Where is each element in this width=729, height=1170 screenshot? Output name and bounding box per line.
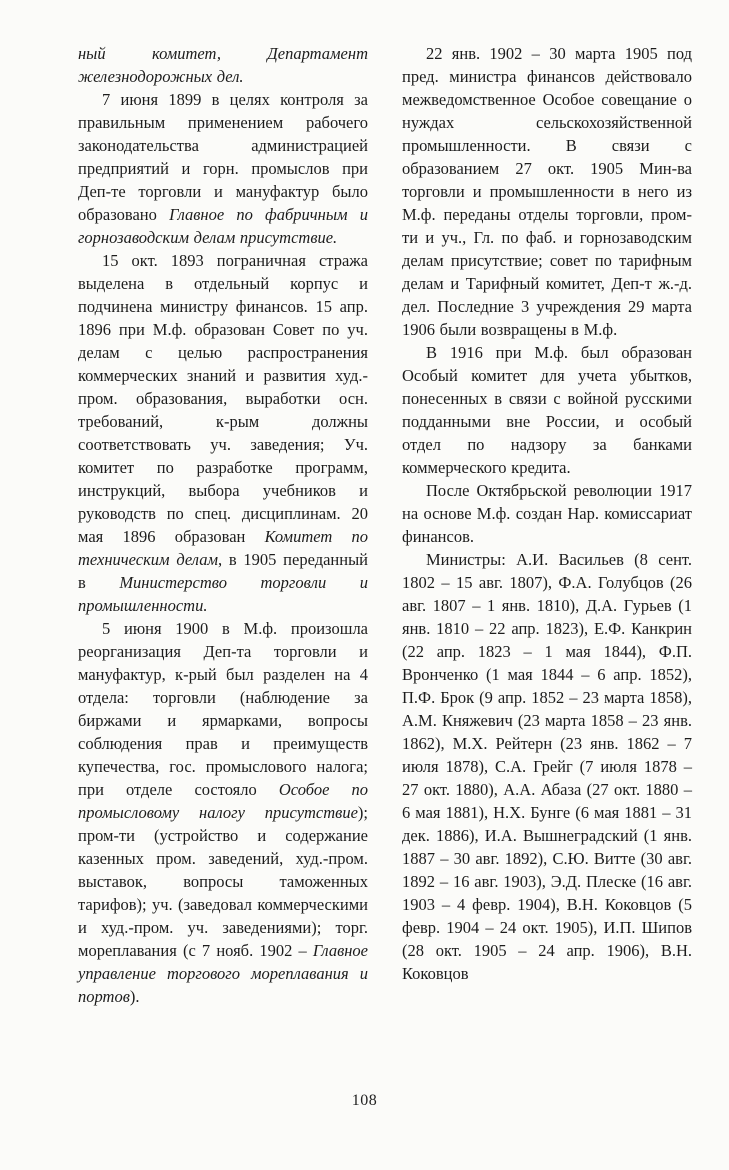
text-run: В 1916 при М.ф. был образован Особый комитет для учета убытков, понесенных в связи с войной русскими подданными вне России, и особый отдел по надзору за банками коммерческого кредита. xyxy=(402,343,692,477)
text-columns xyxy=(78,42,692,1008)
paragraph xyxy=(78,617,368,1008)
italic-text-run: Министерство торговли и промышленности. xyxy=(78,573,368,615)
text-run: 7 июня 1899 в целях контроля за правильным применением рабочего законодательства администрацией предприятий и горн. промыслов при Деп-те торговли и мануфактур было образовано xyxy=(78,90,368,224)
text-run: Министры: А.И. Васильев (8 сент. 1802 – 15 авг. 1807), Ф.А. Голубцов (26 авг. 1807 – 1 янв. 1810), Д.А. Гурьев (1 янв. 1810 – 22 апр. 1823), Е.Ф. Канкрин (22 апр. 1823 – 1 мая 1844), Ф.П. Вронченко (1 мая 1844 – 6 апр. 1852), П.Ф. Брок (9 апр. 1852 – 23 марта 1858), А.М. Княжевич (23 марта 1858 – 23 янв. 1862), М.Х. Рейтерн (23 янв. 1862 – 7 июля 1878), С.А. Грейг (7 июля 1878 – 27 окт. 1880), А.А. Абаза (27 окт. 1880 – 6 мая 1881), Н.Х. Бунге (6 мая 1881 – 31 дек. 1886), И.А. Вышнеградский (1 янв. 1887 – 30 авг. 1892), С.Ю. Витте (30 авг. 1892 – 16 авг. 1903), Э.Д. Плеске (16 авг. 1903 – 4 февр. 1904), В.Н. Коковцов (5 февр. 1904 – 24 окт. 1905), И.П. Шипов (28 окт. 1905 – 24 апр. 1906), В.Н. Коковцов xyxy=(402,550,692,983)
italic-text-run: Особое по промысловому налогу присутствие xyxy=(78,780,369,822)
text-run: , в 1905 переданный в xyxy=(78,550,368,592)
paragraph xyxy=(402,42,692,341)
text-run: 22 янв. 1902 – 30 марта 1905 под пред. министра финансов действовало межведомственное Особое совещание о нуждах сельскохозяйственной промышленности. В связи с образованием 27 окт. 1905 Мин-ва торговли и промышленности в него из М.ф. переданы отделы торговли, пром-ти и уч., Гл. по фаб. и горнозаводским делам присутствие; совет по тарифным делам и Тарифный комитет, Деп-т ж.-д. дел. Последние 3 учреждения 29 марта 1906 были возвращены в М.ф. xyxy=(402,44,692,339)
paragraph xyxy=(402,341,692,479)
paragraph xyxy=(78,42,368,88)
italic-text-run: Комитет по техническим делам xyxy=(78,527,369,569)
paragraph xyxy=(402,479,692,548)
paragraph xyxy=(402,548,692,985)
italic-text-run: ный комитет, Департамент железнодорожных дел. xyxy=(78,44,368,86)
text-column-right xyxy=(402,42,692,1008)
text-run: 15 окт. 1893 пограничная стража выделена в отдельный корпус и подчинена министру финансов. 15 апр. 1896 при М.ф. образован Совет по уч. делам с целью распространения коммерческих знаний и развития худ.-пром. образования, выработки осн. требований, к-рым должны соответствовать уч. заведения; Уч. комитет по разработке программ, инструкций, выбора учебников и руководств по спец. дисциплинам. 20 мая 1896 образован xyxy=(78,251,368,546)
paragraph xyxy=(78,88,368,249)
text-run: После Октябрьской революции 1917 на основе М.ф. создан Нар. комиссариат финансов. xyxy=(402,481,692,546)
italic-text-run: Главное управление торгового мореплавания и портов xyxy=(78,941,368,1006)
page-number: 108 xyxy=(351,1092,378,1109)
text-run: ); пром-ти (устройство и содержание казенных пром. заведений, худ.-пром. выставок, вопросы таможенных тарифов); уч. (заведовал коммерческими и худ.-пром. уч. заведениями); торг. мореплавания (с 7 нояб. 1902 – xyxy=(78,803,368,960)
italic-text-run: Главное по фабричным и горнозаводским делам присутствие. xyxy=(78,205,368,247)
text-run: 5 июня 1900 в М.ф. произошла реорганизация Деп-та торговли и мануфактур, к-рый был разделен на 4 отдела: торговли (наблюдение за биржами и ярмарками, вопросы соблюдения прав и преимуществ купечества, гос. промыслового налога; при отделе состояло xyxy=(78,619,368,799)
text-run: ). xyxy=(129,987,140,1006)
paragraph xyxy=(78,249,368,617)
text-column-left xyxy=(78,42,368,1008)
